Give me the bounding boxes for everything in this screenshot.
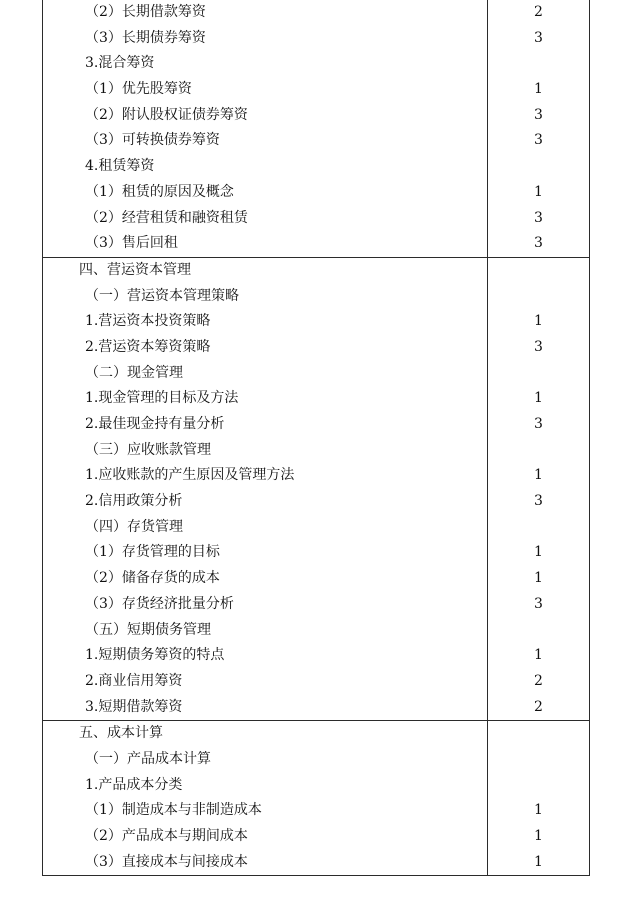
level-value: 1 (534, 467, 543, 484)
section-row (43, 721, 590, 876)
topic-row (43, 231, 487, 257)
level-row (488, 721, 589, 747)
chapter-heading: 四、营运资本管理 (79, 261, 191, 278)
topic-label: （3）存货经济批量分析 (85, 595, 234, 612)
topic-row (43, 695, 487, 721)
level-row (488, 850, 589, 876)
topic-row (43, 489, 487, 515)
topic-label: 1.产品成本分类 (85, 776, 183, 793)
topic-label: （一）产品成本计算 (85, 750, 211, 767)
topic-row (43, 618, 487, 644)
level-row (488, 566, 589, 592)
topic-label: （2）经营租赁和融资租赁 (85, 209, 248, 226)
topic-row (43, 258, 487, 284)
topic-row (43, 566, 487, 592)
topic-label: （2）附认股权证债券筹资 (85, 106, 248, 123)
level-value: 3 (534, 493, 543, 510)
level-cell (488, 0, 590, 257)
level-row (488, 669, 589, 695)
topic-row (43, 412, 487, 438)
level-value: 3 (534, 106, 543, 123)
level-value: 3 (534, 235, 543, 252)
level-row (488, 489, 589, 515)
topic-row (43, 335, 487, 361)
topic-row (43, 463, 487, 489)
level-row (488, 335, 589, 361)
level-value: 3 (534, 416, 543, 432)
level-row (488, 180, 589, 206)
level-row (488, 747, 589, 773)
level-row (488, 695, 589, 721)
topic-row (43, 0, 487, 26)
chapter-heading: 五、成本计算 (79, 725, 163, 742)
topic-label: （1）租赁的原因及概念 (85, 183, 234, 200)
topic-label: 1.营运资本投资策略 (85, 313, 211, 330)
topic-row (43, 26, 487, 52)
topic-row (43, 747, 487, 773)
topic-row (43, 438, 487, 464)
level-row (488, 284, 589, 310)
topic-cell (43, 0, 488, 257)
topic-label: （2）产品成本与期间成本 (85, 828, 248, 844)
topic-label: 2.信用政策分析 (85, 493, 183, 510)
topic-label: 2.营运资本筹资策略 (85, 338, 211, 355)
topic-cell (43, 257, 488, 720)
level-value: 1 (534, 183, 543, 200)
level-value: 1 (534, 390, 543, 407)
level-value: 2 (534, 698, 543, 715)
level-row (488, 773, 589, 799)
topic-label: （2）储备存货的成本 (85, 570, 220, 587)
level-row (488, 77, 589, 103)
level-row (488, 824, 589, 850)
level-value: 1 (534, 853, 543, 870)
topic-label: （1）制造成本与非制造成本 (85, 802, 262, 819)
topic-row (43, 386, 487, 412)
topic-row (43, 643, 487, 669)
level-row (488, 51, 589, 77)
level-row (488, 412, 589, 438)
level-row (488, 515, 589, 541)
topic-label: （1）存货管理的目标 (85, 544, 220, 561)
topic-row (43, 77, 487, 103)
level-value: 1 (534, 828, 543, 844)
topic-label: （四）存货管理 (85, 518, 183, 535)
level-row (488, 258, 589, 284)
topic-label: 2.最佳现金持有量分析 (85, 416, 225, 432)
level-value: 2 (534, 672, 543, 689)
topic-row (43, 154, 487, 180)
topic-label: （五）短期债务管理 (85, 621, 211, 638)
topic-label: 2.商业信用筹资 (85, 672, 183, 689)
level-value: 1 (534, 647, 543, 664)
topic-row (43, 798, 487, 824)
level-row (488, 103, 589, 129)
level-row (488, 798, 589, 824)
level-row (488, 438, 589, 464)
level-row (488, 231, 589, 257)
level-row (488, 361, 589, 387)
topic-row (43, 180, 487, 206)
level-row (488, 592, 589, 618)
topic-label: （3）长期债券筹资 (85, 29, 206, 46)
topic-label: 1.现金管理的目标及方法 (85, 390, 239, 407)
syllabus-table (42, 0, 590, 876)
topic-label: 4.租赁筹资 (85, 158, 155, 175)
level-value: 3 (534, 595, 543, 612)
topic-row (43, 669, 487, 695)
level-row (488, 154, 589, 180)
topic-label: 3.短期借款筹资 (85, 698, 183, 715)
level-row (488, 309, 589, 335)
level-cell (488, 721, 590, 876)
topic-label: （二）现金管理 (85, 364, 183, 381)
level-row (488, 643, 589, 669)
level-row (488, 618, 589, 644)
topic-row (43, 103, 487, 129)
topic-row (43, 128, 487, 154)
level-value: 1 (534, 544, 543, 561)
section-row (43, 0, 590, 257)
topic-row (43, 361, 487, 387)
topic-label: （3）售后回租 (85, 235, 178, 252)
level-value: 3 (534, 209, 543, 226)
level-row (488, 128, 589, 154)
section-row (43, 257, 590, 720)
topic-row (43, 824, 487, 850)
level-value: 3 (534, 29, 543, 46)
topic-label: 1.短期债务筹资的特点 (85, 647, 225, 664)
level-row (488, 0, 589, 26)
level-value: 3 (534, 132, 543, 149)
topic-row (43, 284, 487, 310)
topic-label: （三）应收账款管理 (85, 441, 211, 458)
level-row (488, 206, 589, 232)
syllabus-table-body (43, 0, 590, 876)
level-row (488, 386, 589, 412)
topic-row (43, 721, 487, 747)
level-value: 2 (534, 4, 543, 20)
topic-label: 1.应收账款的产生原因及管理方法 (85, 467, 295, 484)
level-row (488, 463, 589, 489)
topic-label: （2）长期借款筹资 (85, 4, 206, 20)
topic-row (43, 206, 487, 232)
topic-row (43, 540, 487, 566)
topic-row (43, 773, 487, 799)
level-value: 3 (534, 338, 543, 355)
topic-row (43, 51, 487, 77)
level-value: 1 (534, 570, 543, 587)
level-value: 1 (534, 313, 543, 330)
topic-label: （1）优先股筹资 (85, 81, 192, 98)
level-row (488, 26, 589, 52)
level-cell (488, 257, 590, 720)
topic-label: （一）营运资本管理策略 (85, 287, 239, 304)
level-value: 1 (534, 81, 543, 98)
level-row (488, 540, 589, 566)
level-value: 1 (534, 802, 543, 819)
topic-row (43, 309, 487, 335)
topic-row (43, 592, 487, 618)
topic-label: 3.混合筹资 (85, 55, 155, 72)
topic-label: （3）直接成本与间接成本 (85, 853, 248, 870)
topic-row (43, 515, 487, 541)
topic-label: （3）可转换债券筹资 (85, 132, 220, 149)
topic-row (43, 850, 487, 876)
topic-cell (43, 721, 488, 876)
